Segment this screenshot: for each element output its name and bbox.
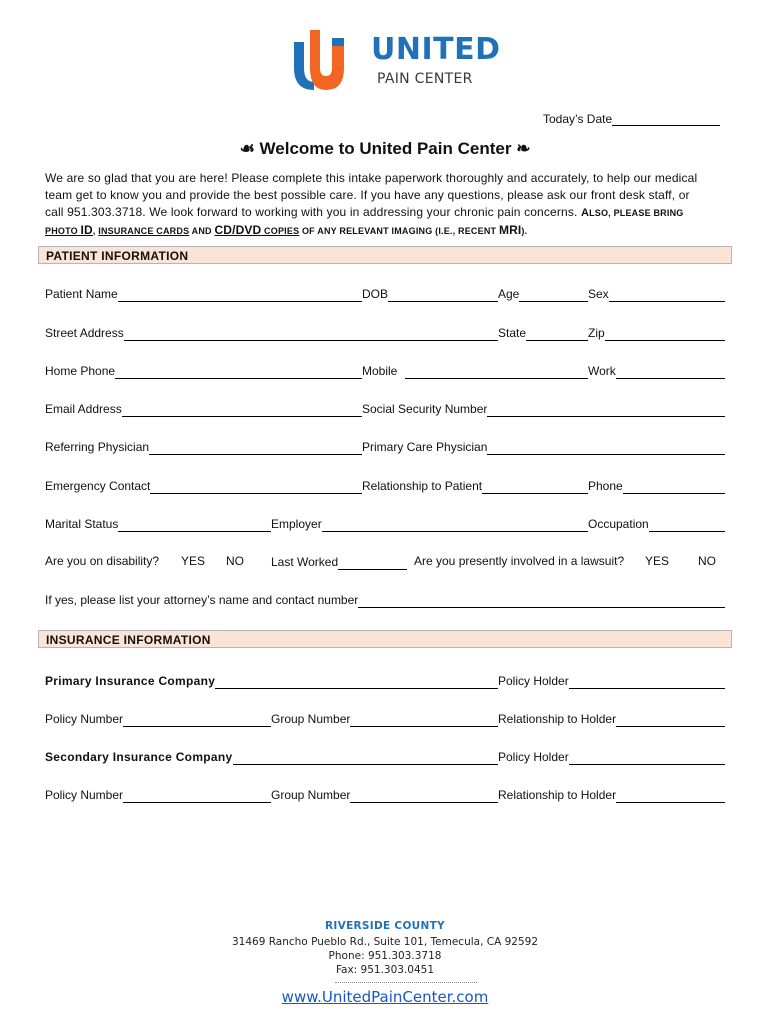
zip-line[interactable] [605,327,725,341]
footer-fax: Fax: 951.303.0451 [335,964,435,976]
lawsuit-yes-option[interactable]: YES [645,554,670,568]
insurance-cards-word: INSURANCE CARDS [98,226,190,236]
referring-physician-line[interactable] [149,441,362,455]
relationship-line[interactable] [482,480,588,494]
disability-no-option[interactable]: NO [226,554,244,568]
primary-insurance-field[interactable] [45,673,498,689]
intro-line-4 [45,222,725,240]
row-physicians [45,439,725,455]
primary-policy-holder-field[interactable] [498,673,725,689]
work-label: Work [588,364,616,378]
primary-relationship-holder-field[interactable] [498,711,725,727]
row-emergency [45,478,725,494]
email-line[interactable] [122,403,362,417]
secondary-relationship-holder-field[interactable] [498,787,725,803]
also-capital: A [580,207,590,219]
zip-field[interactable] [588,325,725,341]
age-line[interactable] [519,288,588,302]
ssn-label: Social Security Number [362,402,488,416]
intro-paragraph [45,170,725,240]
age-field[interactable] [498,286,588,302]
primary-relationship-holder-label: Relationship to Holder [498,712,617,726]
mobile-field[interactable] [362,363,588,379]
row-primary-policy [45,711,725,727]
intro-line-2: team get to know you and provide the best possible care. If you have any questions, please ask our front desk staff, or [45,188,690,202]
secondary-policy-holder-label: Policy Holder [498,750,569,764]
street-address-label: Street Address [45,326,124,340]
row-email [45,401,725,417]
row-primary-insurance [45,673,725,689]
occupation-label: Occupation [588,517,649,531]
lawsuit-no-option[interactable]: NO [698,554,716,568]
street-address-line[interactable] [124,327,498,341]
marital-status-line[interactable] [118,518,271,532]
sex-field[interactable] [588,286,725,302]
sex-label: Sex [588,287,609,301]
employer-line[interactable] [322,518,588,532]
pcp-line[interactable] [487,441,725,455]
secondary-group-number-label: Group Number [271,788,351,802]
disability-question: Are you on disability? [45,554,160,568]
todays-date-line[interactable] [612,113,720,126]
pcp-field[interactable] [362,439,725,455]
secondary-group-number-field[interactable] [271,787,498,803]
primary-group-number-line[interactable] [350,713,498,727]
row-attorney [45,592,725,608]
home-phone-line[interactable] [115,365,362,379]
secondary-policy-number-line[interactable] [123,789,271,803]
secondary-policy-number-field[interactable] [45,787,271,803]
secondary-insurance-line[interactable] [233,751,499,765]
patient-information-header: PATIENT INFORMATION [38,246,732,264]
footer-phone: Phone: 951.303.3718 [328,950,442,962]
emergency-contact-line[interactable] [150,480,362,494]
primary-policy-holder-label: Policy Holder [498,674,569,688]
ssn-line[interactable] [487,403,725,417]
intro-line-1: We are so glad that you are here! Please complete this intake paperwork thoroughly and accurately, to help our medical [45,171,698,185]
marital-status-label: Marital Status [45,517,119,531]
row-marital [45,516,725,532]
patient-name-field[interactable] [45,286,362,302]
state-label: State [498,326,527,340]
lawsuit-question: Are you presently involved in a lawsuit? [414,554,625,568]
cd-dvd-word: CD/DVD [214,223,262,237]
title-text: Welcome to United Pain Center [259,139,512,158]
work-field[interactable] [588,363,725,379]
todays-date-field[interactable] [543,112,720,126]
work-line[interactable] [616,365,725,379]
age-label: Age [498,287,520,301]
attorney-line[interactable] [358,594,725,608]
primary-group-number-label: Group Number [271,712,351,726]
footer-address: 31469 Rancho Pueblo Rd., Suite 101, Temecula, CA 92592 [231,936,539,948]
mobile-label: Mobile [362,364,398,378]
occupation-field[interactable] [588,516,725,532]
footer-county: RIVERSIDE COUNTY [325,920,445,932]
secondary-relationship-holder-label: Relationship to Holder [498,788,617,802]
dob-label: DOB [362,287,389,301]
primary-group-number-field[interactable] [271,711,498,727]
primary-policy-number-label: Policy Number [45,712,124,726]
footer-divider [335,982,477,983]
row-secondary-insurance [45,749,725,765]
street-address-field[interactable] [45,325,498,341]
row-disability [45,554,725,570]
emergency-contact-label: Emergency Contact [45,479,151,493]
referring-physician-label: Referring Physician [45,440,150,454]
primary-policy-number-line[interactable] [123,713,271,727]
primary-relationship-holder-line[interactable] [616,713,725,727]
intro-line-3-text: call 951.303.3718. We look forward to working with you in addressing your chronic pain concerns. [45,205,581,219]
todays-date-label: Today’s Date [543,112,613,126]
and-word: AND [189,226,215,236]
attorney-label: If yes, please list your attorney’s name and contact number [45,593,359,607]
footer-website-link[interactable]: www.UnitedPainCenter.com [281,988,489,1006]
marital-status-field[interactable] [45,516,271,532]
secondary-insurance-field[interactable] [45,749,498,765]
row-address [45,325,725,341]
attorney-field[interactable] [45,592,725,608]
also-please-bring: LSO, PLEASE BRING [589,208,684,218]
insurance-information-header: INSURANCE INFORMATION [38,630,732,648]
relationship-label: Relationship to Patient [362,479,483,493]
patient-name-line[interactable] [118,288,362,302]
row-phones [45,363,725,379]
pcp-label: Primary Care Physician [362,440,488,454]
row-secondary-policy [45,787,725,803]
logo-word-pain-center: PAIN CENTER [377,71,473,87]
row-patient-name [45,286,725,302]
comma: , [92,226,99,236]
emergency-phone-line[interactable] [623,480,725,494]
zip-label: Zip [588,326,605,340]
secondary-group-number-line[interactable] [350,789,498,803]
patient-name-label: Patient Name [45,287,118,301]
home-phone-field[interactable] [45,363,362,379]
dob-line[interactable] [388,288,498,302]
occupation-line[interactable] [649,518,725,532]
ornament-left-icon: ☙ [239,139,255,158]
logo-word-united: UNITED [371,32,501,67]
mri-word: MRI [498,223,522,237]
last-worked-line[interactable] [338,556,407,570]
primary-policy-number-field[interactable] [45,711,271,727]
id-word: ID [80,223,93,237]
last-worked-label: Last Worked [271,555,339,569]
ssn-field[interactable] [362,401,725,417]
relationship-field[interactable] [362,478,588,494]
primary-policy-holder-line[interactable] [569,675,725,689]
closing-paren: ). [521,226,528,236]
secondary-policy-holder-field[interactable] [498,749,725,765]
page-title [0,139,770,159]
imaging-text: OF ANY RELEVANT IMAGING (I.E., RECENT [299,226,499,236]
sex-line[interactable] [609,288,725,302]
home-phone-label: Home Phone [45,364,116,378]
intro-line-3 [45,204,725,222]
secondary-policy-number-label: Policy Number [45,788,124,802]
mobile-line[interactable] [405,365,588,379]
emergency-phone-label: Phone [588,479,623,493]
photo-word: PHOTO [45,226,81,236]
secondary-relationship-holder-line[interactable] [616,789,725,803]
copies-word: COPIES [261,226,300,236]
emergency-contact-field[interactable] [45,478,362,494]
disability-yes-option[interactable]: YES [181,554,206,568]
primary-insurance-line[interactable] [215,675,498,689]
state-field[interactable] [498,325,588,341]
emergency-phone-field[interactable] [588,478,725,494]
employer-label: Employer [271,517,322,531]
email-field[interactable] [45,401,362,417]
last-worked-field[interactable] [271,554,407,570]
secondary-policy-holder-line[interactable] [569,751,725,765]
secondary-insurance-label: Secondary Insurance Company [45,750,233,764]
referring-physician-field[interactable] [45,439,362,455]
primary-insurance-label: Primary Insurance Company [45,674,216,688]
ornament-right-icon: ❧ [516,139,531,158]
dob-field[interactable] [362,286,498,302]
state-line[interactable] [526,327,588,341]
employer-field[interactable] [271,516,588,532]
email-label: Email Address [45,402,122,416]
